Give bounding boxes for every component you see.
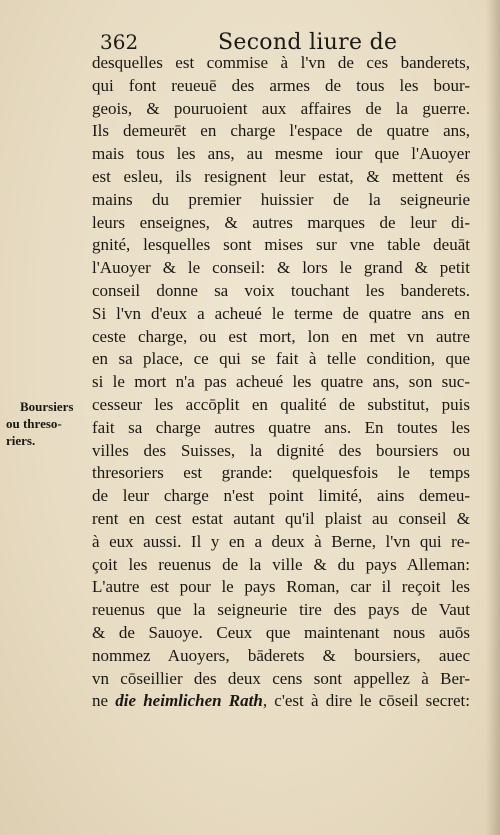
text-line: geois, & pouruoient aux affaires de la guerre. <box>92 98 470 118</box>
body-text <box>92 52 470 713</box>
text-line: l'Auoyer & le conseil: & lors le grand & petit <box>92 258 470 278</box>
text-line: de leur charge n'est point limité, ains demeu- <box>92 486 470 506</box>
text-line: nommez Auoyers, bāderets & boursiers, auec <box>92 645 470 665</box>
text-line: gnité, lesquelles sont mises sur vne table deuāt <box>92 235 470 255</box>
text-line: rent en cest estat autant qu'il plaist au conseil & <box>92 508 470 528</box>
margin-note <box>6 398 90 449</box>
text-line: vn cōseillier des deux cens sont appellez à Ber- <box>92 668 470 688</box>
text-line: desquelles est commise à l'vn de ces banderets, <box>92 53 470 72</box>
margin-note-line: Boursiers <box>20 399 74 414</box>
text-line: & de Sauoye. Ceux que maintenant nous auōs <box>92 622 470 642</box>
text-line: Ils demeurēt en charge l'espace de quatre ans, <box>92 121 470 141</box>
text-line: thresoriers est grande: quelquesfois le temps <box>92 463 470 483</box>
text-line: leurs enseignes, & autres marques de leur di- <box>92 212 470 232</box>
last-line-prefix: ne <box>92 691 116 711</box>
text-line: est esleu, ils resignent leur estat, & mettent és <box>92 166 470 186</box>
last-line-suffix: , c'est à dire le cōseil secret: <box>262 691 471 711</box>
text-line: en sa place, ce qui se fait à telle condition, que <box>92 349 470 369</box>
page-edge-shadow <box>486 0 500 835</box>
text-line: mains du premier huissier de la seigneurie <box>92 189 470 209</box>
text-line: à eux aussi. Il y en a deux à Berne, l'vn qui re- <box>92 531 470 551</box>
german-phrase: die heimlichen Rath <box>115 691 263 711</box>
margin-note-line: ou threso- <box>6 416 62 431</box>
text-line-last <box>92 690 470 713</box>
text-line: qui font reueuē des armes de tous les bour- <box>92 75 470 95</box>
running-head: Second liure de <box>218 30 398 55</box>
text-line: fait sa charge autres quatre ans. En toutes les <box>92 417 470 437</box>
text-line: villes des Suisses, la dignité des boursiers ou <box>92 440 470 460</box>
text-line: conseil donne sa voix touchant les banderets. <box>92 280 470 300</box>
margin-note-line: riers. <box>6 433 36 448</box>
text-line: cesseur les accōplit en qualité de substitut, puis <box>92 394 470 414</box>
page-number: 362 <box>100 30 139 54</box>
text-line: reuenus que la seigneurie tire des pays de Vaut <box>92 600 470 620</box>
text-line: çoit les reuenus de la ville & du pays Alleman: <box>92 554 470 574</box>
text-line: si le mort n'a pas acheué les quatre ans, son suc- <box>92 372 470 392</box>
text-line: L'autre est pour le pays Roman, car il reçoit les <box>92 577 470 597</box>
text-line: Si l'vn d'eux a acheué le terme de quatre ans en <box>92 303 470 323</box>
text-line: mais tous les ans, au mesme iour que l'Auoyer <box>92 144 470 164</box>
text-line: ceste charge, ou est mort, lon en met vn autre <box>92 326 470 346</box>
